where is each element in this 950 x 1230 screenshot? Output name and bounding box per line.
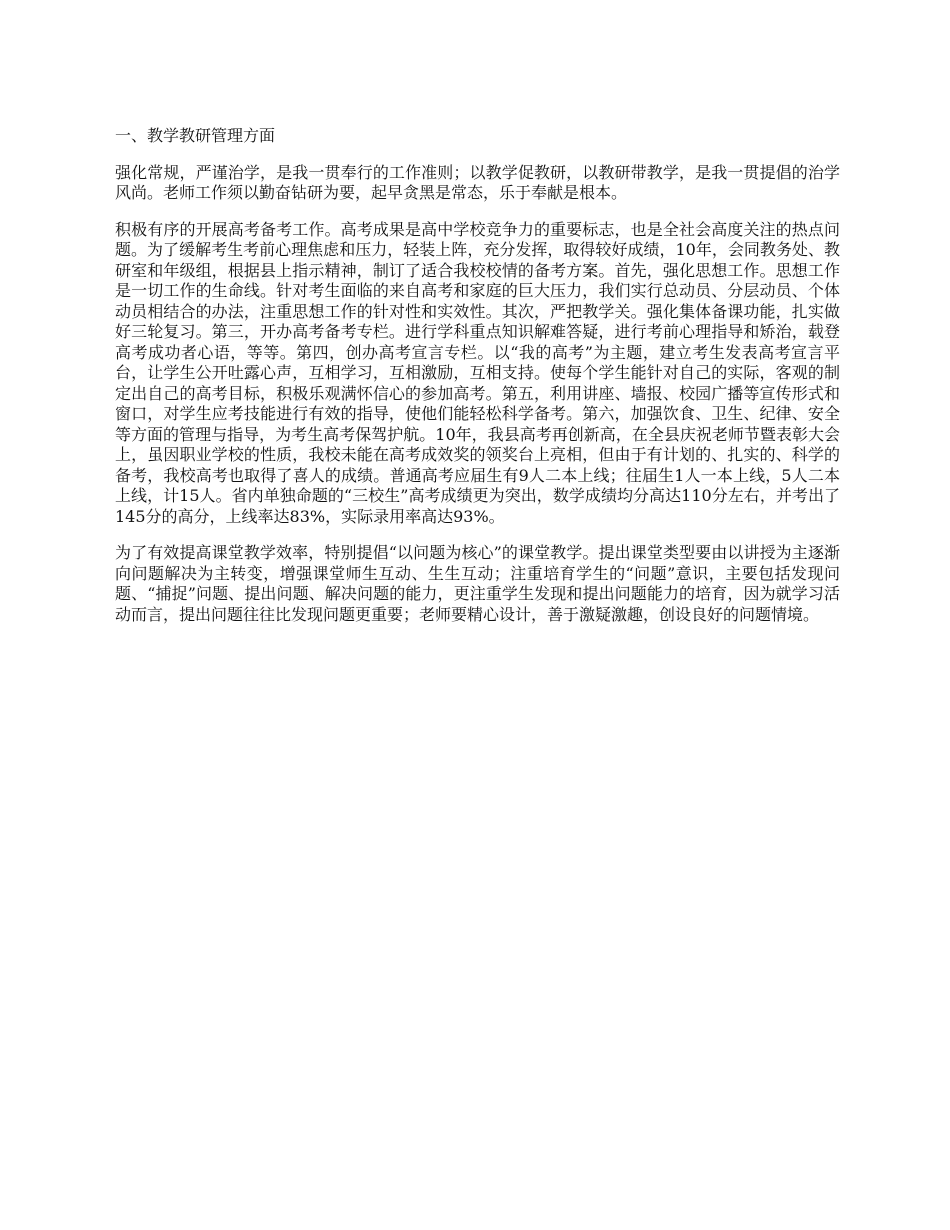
paragraph-classroom-teaching: 为了有效提高课堂教学效率，特别提倡“以问题为核心”的课堂教学。提出课堂类型要由以讲授为主逐渐向问题解决为主转变，增强课堂师生互动、生生互动；注重培育学生的“问题”意识，主要包括发现问题、“捕捉”问题、提出问题、解决问题的能力，更注重学生发现和提出问题能力的培育，因为就学习活动而言，提出问题往往比发现问题更重要；老师要精心设计，善于激疑激趣，创设良好的问题情境。 xyxy=(115,543,840,624)
paragraph-teaching-philosophy: 强化常规，严谨治学，是我一贯奉行的工作准则；以教学促教研，以教研带教学，是我一贯提倡的治学风尚。老师工作须以勤奋钻研为要，起早贪黑是常态，乐于奉献是根本。 xyxy=(115,162,840,202)
document-page xyxy=(115,126,840,641)
section-heading: 一、教学教研管理方面 xyxy=(115,126,276,145)
paragraph-exam-preparation: 积极有序的开展高考备考工作。高考成果是高中学校竞争力的重要标志，也是全社会高度关注的热点问题。为了缓解考生考前心理焦虑和压力，轻装上阵，充分发挥，取得较好成绩，10年，会同教务处、教研室和年级组，根据县上指示精神，制订了适合我校校情的备考方案。首先，强化思想工作。思想工作是一切工作的生命线。针对考生面临的来自高考和家庭的巨大压力，我们实行总动员、分层动员、个体动员相结合的办法，注重思想工作的针对性和实效性。其次，严把教学关。强化集体备课功能，扎实做好三轮复习。第三，开办高考备考专栏。进行学科重点知识解难答疑，进行考前心理指导和矫治，载登高考成功者心语，等等。第四，创办高考宣言专栏。以“我的高考”为主题，建立考生发表高考宣言平台，让学生公开吐露心声，互相学习，互相激励，互相支持。使每个学生能针对自己的实际，客观的制定出自己的高考目标，积极乐观满怀信心的参加高考。第五，利用讲座、墙报、校园广播等宣传形式和窗口，对学生应考技能进行有效的指导，使他们能轻松科学备考。第六，加强饮食、卫生、纪律、安全等方面的管理与指导，为考生高考保驾护航。10年，我县高考再创新高，在全县庆祝老师节暨表彰大会上，虽因职业学校的性质，我校未能在高考成效奖的领奖台上亮相，但由于有计划的、扎实的、科学的备考，我校高考也取得了喜人的成绩。普通高考应届生有9人二本上线；往届生1人一本上线，5人二本上线，计15人。省内单独命题的“三校生”高考成绩更为突出，数学成绩均分高达110分左右，并考出了145分的高分，上线率达83%，实际录用率高达93%。 xyxy=(115,219,840,526)
